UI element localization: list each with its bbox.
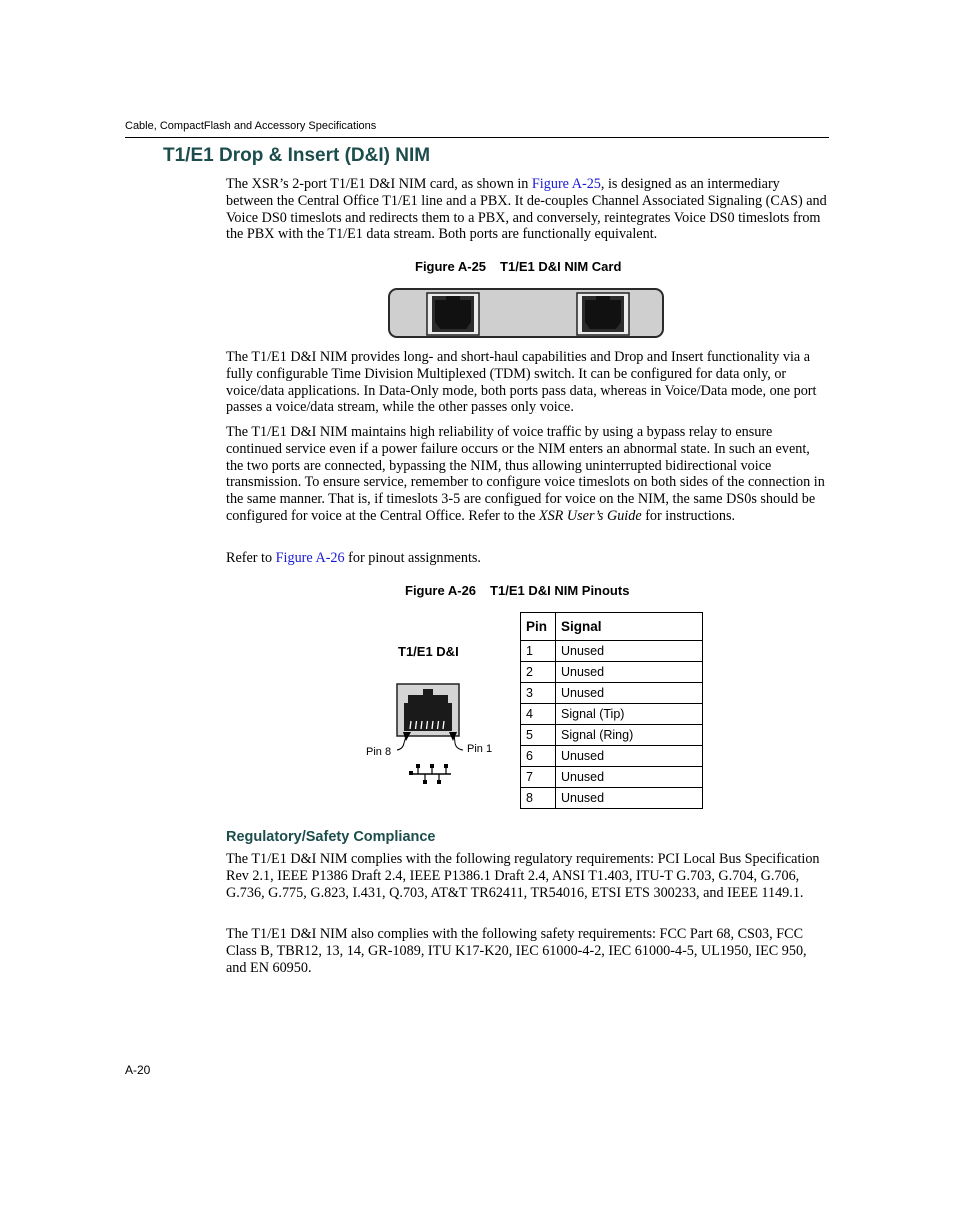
pin-cell: 1 xyxy=(521,641,556,662)
network-bus-icon xyxy=(406,762,454,786)
page-number: A-20 xyxy=(125,1063,151,1077)
pin-cell: 7 xyxy=(521,767,556,788)
regulatory-paragraph: The T1/E1 D&I NIM complies with the following regulatory requirements: PCI Local Bus Specification Rev 2.1, IEEE P1386 Draft 2.4, IEEE P1386.1 Draft 2.4, ANSI T1.403, ITU-T G.703, G.704, G.706, G.736, G.775, G.823, I.431, Q.703, AT&T TR62411, TR54016, ETSI ETS 300233, and IEEE 1149.1. xyxy=(226,851,820,901)
rj48-port-icon xyxy=(576,292,630,336)
pin-1-label: Pin 1 xyxy=(467,743,493,755)
signal-cell: Unused xyxy=(556,662,703,683)
pin-8-label: Pin 8 xyxy=(366,746,392,758)
rj48-port-icon xyxy=(426,292,480,336)
figure-a25-title: T1/E1 D&I NIM Card xyxy=(500,259,622,274)
figure-a25-caption xyxy=(415,259,621,274)
users-guide-title: XSR User’s Guide xyxy=(538,507,642,524)
signal-cell: Signal (Tip) xyxy=(556,704,703,725)
pin-cell: 5 xyxy=(521,725,556,746)
reliability-paragraph xyxy=(226,424,828,525)
table-row xyxy=(521,704,703,725)
table-row xyxy=(521,641,703,662)
table-row xyxy=(521,725,703,746)
table-row xyxy=(521,767,703,788)
table-header-row xyxy=(521,613,703,641)
intro-text-2: , is designed as an intermediary between the Central Office T1/E1 line and a PBX. It de-couples Channel Associated Signaling (CAS) and Voice DS0 timeslots and redirects them to a PBX, and conversely, reintegrates Voice DS0 timeslots from the PBX with the T1/E1 data stream. Both ports are functionally equivalent. xyxy=(226,176,827,243)
rj48-jack-icon xyxy=(396,683,460,737)
reliability-text-1: The T1/E1 D&I NIM maintains high reliability of voice traffic by using a bypass relay to ensure continued service even if a power failure occurs or the NIM enters an abnormal state. In such an event, the two ports are connected, bypassing the NIM, thus allowing uninterrupted bidirectional voice transmission. To ensure service, remember to configure voice timeslots on both sides of the connection in the same manner. That is, if timeslots 3-5 are configued for voice on the NIM, the same DS0s should be configured for voice at the Central Office. Refer to the xyxy=(226,424,825,524)
pin-cell: 2 xyxy=(521,662,556,683)
signal-cell: Signal (Ring) xyxy=(556,725,703,746)
pin-cell: 8 xyxy=(521,788,556,809)
capabilities-paragraph: The T1/E1 D&I NIM provides long- and short-haul capabilities and Drop and Insert functionality via a fully configurable Time Division Multiplexed (TDM) switch. It can be configured for data only, or voice/data applications. In Data-Only mode, both ports pass data, whereas in Voice/Data mode, one port passes a voice/data stream, while the other passes only voice. xyxy=(226,349,817,416)
table-row xyxy=(521,662,703,683)
signal-cell: Unused xyxy=(556,788,703,809)
table-row xyxy=(521,683,703,704)
intro-text-1: The XSR’s 2-port T1/E1 D&I NIM card, as shown in xyxy=(226,176,532,192)
signal-cell: Unused xyxy=(556,641,703,662)
pin-pointer-arrows xyxy=(394,730,466,754)
pinout-ref-text-2: for pinout assignments. xyxy=(344,550,481,566)
running-header: Cable, CompactFlash and Accessory Specifications xyxy=(125,120,377,132)
connector-diagram-title: T1/E1 D&I xyxy=(398,644,459,659)
compliance-heading: Regulatory/Safety Compliance xyxy=(226,829,436,845)
section-title: T1/E1 Drop & Insert (D&I) NIM xyxy=(163,145,431,166)
figure-a26-number: Figure A-26 xyxy=(405,583,477,598)
table-row xyxy=(521,788,703,809)
pin-cell: 4 xyxy=(521,704,556,725)
reliability-text-2: for instructions. xyxy=(641,507,736,524)
figure-a25-link[interactable]: Figure A-25 xyxy=(531,176,601,192)
column-header-signal: Signal xyxy=(556,613,703,641)
safety-paragraph: The T1/E1 D&I NIM also complies with the following safety requirements: FCC Part 68, CS03, FCC Class B, TBR12, 13, 14, GR-1089, ITU K17-K20, IEC 61000-4-2, IEC 61000-4-5, UL1950, IEC 950, and EN 60950. xyxy=(226,926,807,976)
nim-card-figure xyxy=(388,288,664,338)
intro-paragraph xyxy=(226,176,828,243)
pin-cell: 6 xyxy=(521,746,556,767)
signal-cell: Unused xyxy=(556,767,703,788)
column-header-pin: Pin xyxy=(521,613,556,641)
figure-a25-number: Figure A-25 xyxy=(415,259,487,274)
figure-a26-title: T1/E1 D&I NIM Pinouts xyxy=(490,583,630,598)
pinout-ref-text-1: Refer to xyxy=(226,550,276,566)
figure-a26-link[interactable]: Figure A-26 xyxy=(275,550,345,566)
pinout-table xyxy=(520,612,703,809)
header-rule xyxy=(125,137,829,138)
signal-cell: Unused xyxy=(556,746,703,767)
signal-cell: Unused xyxy=(556,683,703,704)
table-row xyxy=(521,746,703,767)
pin-cell: 3 xyxy=(521,683,556,704)
figure-a26-caption xyxy=(405,583,629,598)
pinout-reference-paragraph xyxy=(226,550,828,567)
